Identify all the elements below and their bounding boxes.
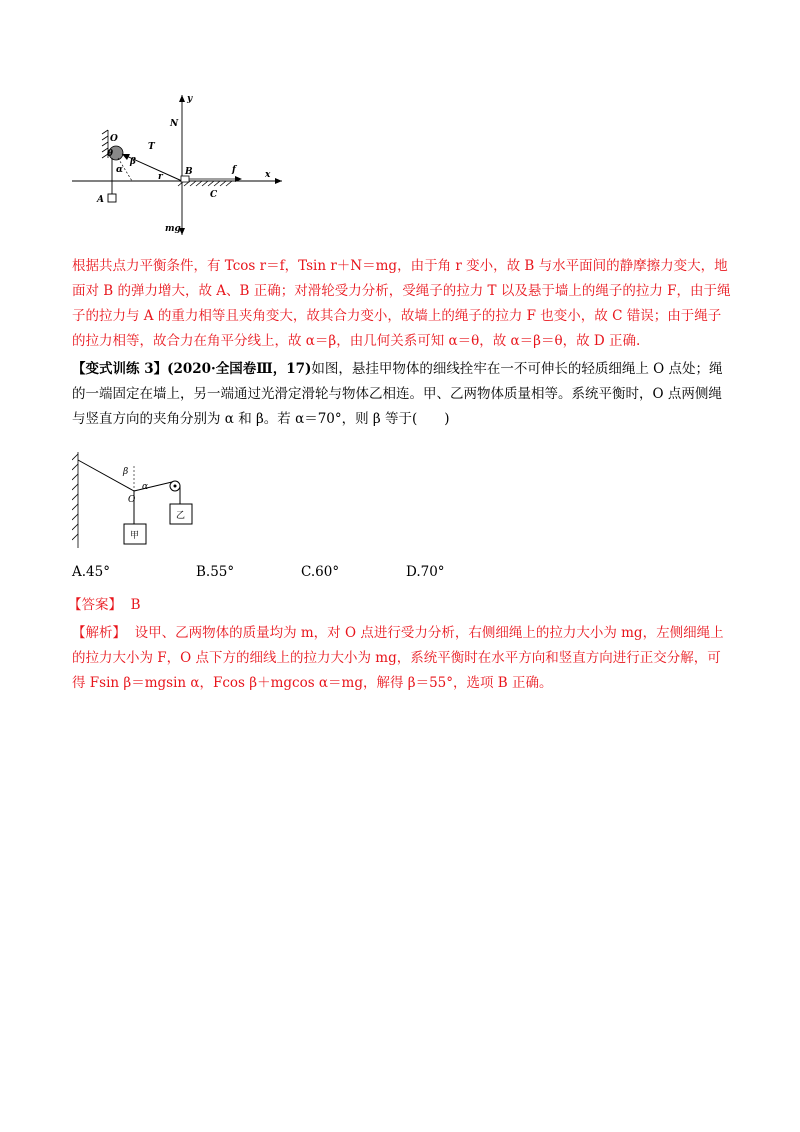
label-O: O [110,134,118,144]
exercise-text: 如图，悬挂甲物体的细线拴牢在一不可伸长的轻质细绳上 O 点处；绳的一端固定在墙上，另一端通过光滑定滑轮与物体乙相连。甲、乙两物体质量相等。系统平衡时，O 点两侧绳与竖直方向的夹角分别为 α 和 β。若 α＝70°，则 β 等于( ) [72,361,723,427]
force-diagram-figure [72,90,287,240]
label-r: r [158,172,163,182]
solution-paragraph: 根据共点力平衡条件，有 Tcos r＝f，Tsin r＋N＝mg，由于角 r 变小，故 B 与水平面间的静摩擦力变大，地面对 B 的弹力增大，故 A、B 正确；对滑轮受力分析，受绳子的拉力 T 以及悬于墙上的绳子的拉力 F，由于绳子的拉力与 A 的重力相等且夹角变大，故其合力变小，故墙上的绳子的拉力 F 也变小，故 C 错误；由于绳子的拉力相等，故合力在角平分线上，故 α＝β，由几何关系可知 α＝θ，故 α＝β＝θ，故 D 正确. [72,258,731,349]
label-N: N [170,119,179,129]
label-x: x [265,170,271,180]
wall-hatching-2 [72,452,78,548]
answer-line [68,593,141,613]
label-yi: 乙 [176,511,186,521]
label-A: A [97,195,104,205]
x-axis-arrow [275,178,282,184]
option-d[interactable]: D.70° [406,564,445,580]
label-theta: θ [107,149,114,159]
label-y: y [187,94,193,104]
answer-value: B [130,597,141,613]
label-mg: mg [165,224,181,234]
option-b[interactable]: B.55° [196,564,235,580]
analysis-paragraph [72,621,732,696]
label-C: C [210,190,218,200]
rope-right [134,482,172,491]
label-T: T [148,142,155,152]
option-c[interactable]: C.60° [301,564,340,580]
label-B: B [185,167,193,177]
exercise-paragraph [72,357,732,432]
label-alpha-2: α [142,482,149,492]
pulley-axle [174,485,177,488]
label-beta: β [130,157,136,167]
option-a[interactable]: A.45° [72,564,110,580]
answer-options [72,564,472,586]
exercise-tag: 【变式训练 3】(2020·全国卷Ⅲ，17) [72,361,312,377]
label-beta-2: β [123,467,129,477]
analysis-label: 【解析】 [72,625,126,641]
label-O-2: O [128,495,136,505]
rope-pulley-figure [72,448,212,552]
answer-label: 【答案】 [68,597,122,613]
block-A [108,194,116,202]
label-f: f [232,165,236,175]
analysis-text: 设甲、乙两物体的质量均为 m，对 O 点进行受力分析，右侧细绳上的拉力大小为 mg，左侧细绳上的拉力大小为 F，O 点下方的细线上的拉力大小为 mg，系统平衡时在水平方向和竖直方向进行正交分解，可得 Fsin β＝mgsin α，Fcos β＋mgcos α＝mg，解得 β＝55°，选项 B 正确。 [72,625,724,691]
label-alpha: α [116,165,123,175]
y-axis-arrow [179,95,185,102]
label-jia: 甲 [130,531,140,541]
